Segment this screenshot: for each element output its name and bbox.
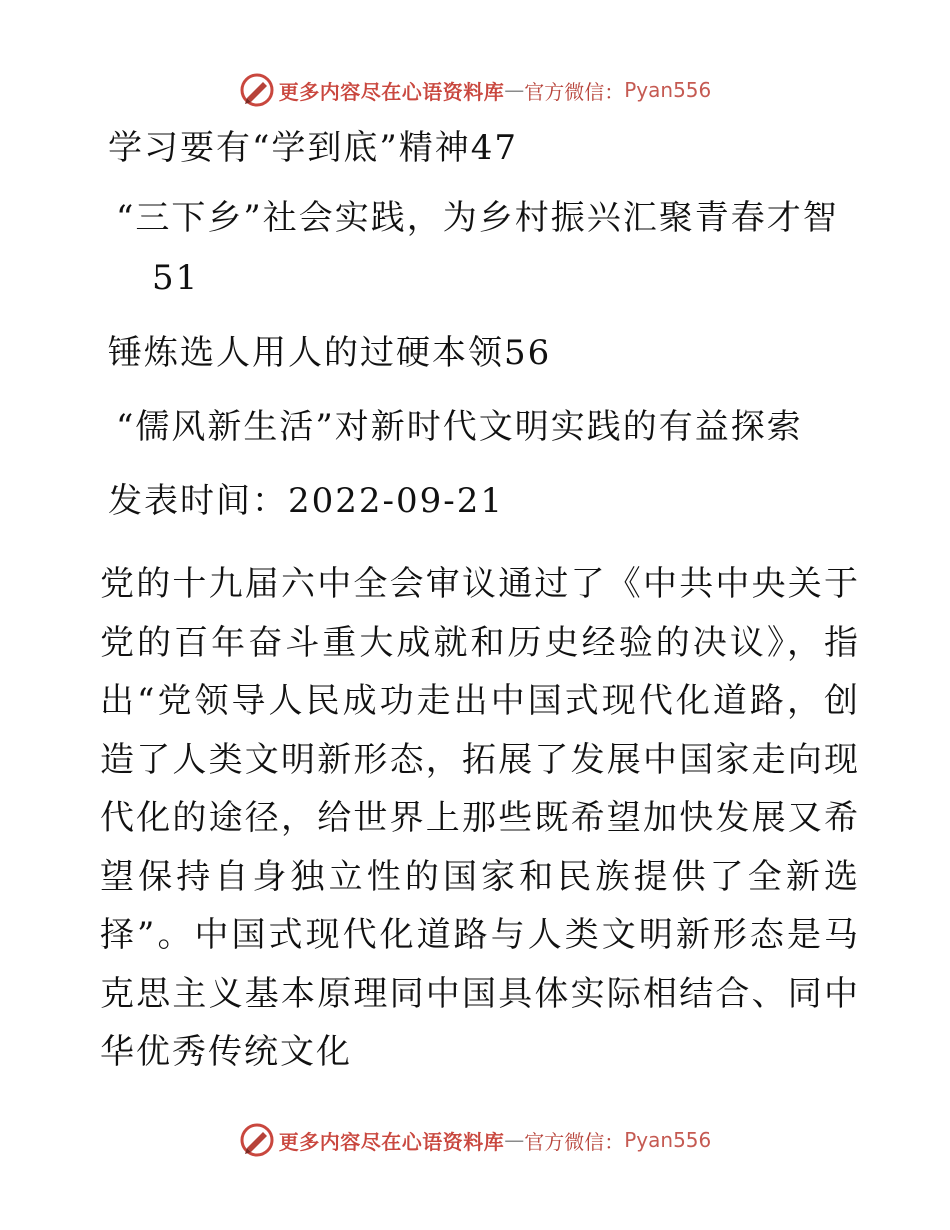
footer-banner: [0, 1118, 950, 1162]
banner-official: 官方微信：: [524, 79, 625, 104]
toc-entry-page: 51: [152, 258, 200, 298]
toc-entry-page-wrap[interactable]: [152, 258, 199, 298]
article-body: 党的十九届六中全会审议通过了《中共中央关于党的百年奋斗重大成就和历史经验的决议》，指出“党领导人民成功走出中国式现代化道路，创造了人类文明新形态，拓展了发展中国家走向现代化的途径，给世界上那些既希望加快发展又希望保持自身独立性的国家和民族提供了全新选择”。中国式现代化道路与人类文明新形态是马克思主义基本原理同中国具体实际相结合、同中华优秀传统文化: [100, 564, 860, 1072]
toc-entry[interactable]: [108, 128, 518, 168]
banner-more-content: 更多内容尽在心语资料库: [278, 79, 505, 104]
toc-entry-page: 47: [470, 128, 519, 168]
banner-separator: —: [504, 78, 525, 102]
banner-more-content: 更多内容尽在心语资料库: [278, 1129, 505, 1154]
published-label: 发表时间：: [108, 481, 288, 521]
published-date: 2022-09-21: [288, 481, 505, 521]
pen-circle-logo-icon: [239, 72, 275, 108]
toc-entry-title: “三下乡”社会实践，为乡村振兴汇聚青春才智: [116, 198, 839, 238]
banner-wechat-id: Pyan556: [624, 78, 712, 102]
banner-separator: —: [504, 1128, 525, 1152]
toc-entry-page: 56: [504, 333, 552, 373]
article-title: “儒风新生活”对新时代文明实践的有益探索: [116, 407, 803, 447]
banner-official: 官方微信：: [524, 1129, 625, 1154]
published-line: [108, 481, 504, 521]
header-banner: [0, 68, 950, 112]
banner-wechat-id: Pyan556: [624, 1128, 712, 1152]
toc-entry-title: 锤炼选人用人的过硬本领: [108, 333, 504, 373]
toc-entry-title: 学习要有“学到底”精神: [108, 128, 471, 168]
toc-entry[interactable]: [116, 198, 839, 238]
pen-circle-logo-icon: [239, 1122, 275, 1158]
toc-entry[interactable]: [108, 333, 551, 373]
